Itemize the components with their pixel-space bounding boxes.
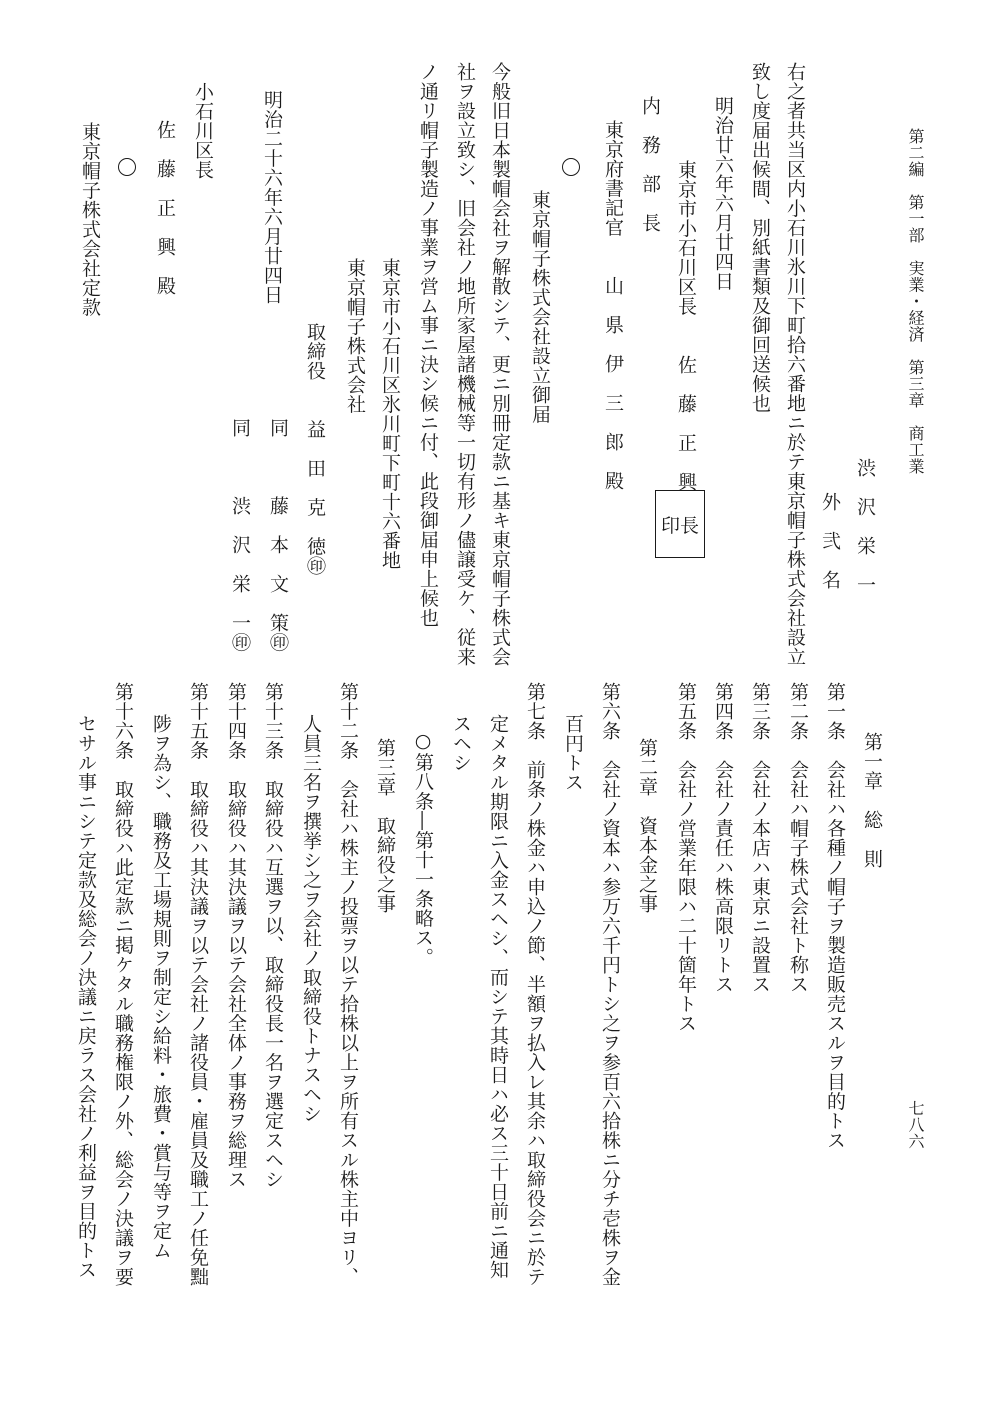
director-masuda: 取締役 益 田 克 徳㊞	[304, 322, 326, 576]
article-7-line-1: 第七条 前条ノ株金ハ申込ノ節、半額ヲ払入レ其余ハ取締役会ニ於テ	[524, 682, 546, 1287]
addressee: 東京府書記官 山 県 伊 三 郎 殿	[602, 120, 624, 491]
notice-title: 東京帽子株式会社設立御届	[529, 190, 551, 424]
article-12-line-2: 人員三名ヲ撰挙シ之ヲ会社ノ取締役トナスヘシ	[300, 714, 322, 1124]
signer-others: 外 弐 名	[819, 492, 841, 590]
article-6-line-2: 百円トス	[562, 714, 584, 792]
article-6-line-1: 第六条 会社ノ資本ハ参万六千円トシ之ヲ参百六拾株ニ分チ壱株ヲ金	[599, 682, 621, 1287]
omission-note: ○第八条―第十一条略ス。	[412, 730, 434, 967]
section-circle-icon	[562, 158, 580, 176]
article-15-line-2: 陟ヲ為シ、職務及工場規則ヲ制定シ給料・旅費・賞与等ヲ定ム	[150, 714, 172, 1260]
articles-title: 東京帽子株式会社定款	[79, 122, 101, 317]
article-4: 第四条 会社ノ責任ハ株高限リトス	[712, 682, 734, 994]
ward-chief: 東京市小石川区長 佐 藤 正 興	[675, 160, 697, 492]
addressee-dept: 内 務 部 長	[639, 96, 661, 233]
article-1: 第一条 会社ハ各種ノ帽子ヲ製造販売スルヲ目的トス	[824, 682, 846, 1150]
article-13: 第十三条 取締役ハ互選ヲ以、取締役長一名ヲ選定スヘシ	[262, 682, 284, 1189]
section-circle-icon	[118, 158, 136, 176]
chapter-2-heading: 第二章 資本金之事	[636, 738, 658, 914]
page-number: 七八六	[906, 1100, 925, 1150]
article-15-line-1: 第十五条 取締役ハ其決議ヲ以テ会社ノ諸役員・雇員及職工ノ任免黜	[187, 682, 209, 1287]
article-16-line-2: セサル事ニシテ定款及総会ノ決議ニ戻ラス会社ノ利益ヲ目的トス	[75, 714, 97, 1280]
submission-date: 明治廿六年六月廿四日	[712, 96, 734, 291]
notice-line-1: 今般旧日本製帽会社ヲ解散シテ、更ニ別冊定款ニ基キ東京帽子株式会	[489, 62, 511, 667]
article-14: 第十四条 取締役ハ其決議ヲ以テ会社全体ノ事務ヲ総理ス	[225, 682, 247, 1189]
recipient: 佐 藤 正 興 殿	[154, 120, 176, 296]
company-name: 東京帽子株式会社	[344, 258, 366, 414]
chapter-1-heading: 第一章 総 則	[861, 732, 883, 869]
director-fujimoto: 同 藤 本 文 策㊞	[267, 418, 289, 652]
director-shibusawa: 同 渋 沢 栄 一㊞	[229, 418, 251, 652]
recipient-ward: 小石川区長	[192, 82, 214, 180]
notice-date: 明治二十六年六月廿四日	[261, 90, 283, 305]
article-7-line-2: 定メタル期限ニ入金スヘシ、而シテ其時日ハ必ス三十日前ニ通知	[487, 714, 509, 1280]
signer-shibusawa: 渋 沢 栄 一	[854, 458, 876, 595]
body-line-1: 右之者共当区内小石川氷川下町拾六番地ニ於テ東京帽子株式会社設立	[784, 62, 806, 667]
ward-chief-seal: 印長	[655, 490, 705, 558]
article-7-line-3: スヘシ	[450, 714, 472, 773]
company-address: 東京市小石川区氷川町下町十六番地	[379, 258, 401, 570]
running-head: 第二編 第一部 実業・経済 第三章 商工業	[906, 128, 925, 475]
article-5: 第五条 会社ノ営業年限ハ二十箇年トス	[675, 682, 697, 1033]
article-2: 第二条 会社ハ帽子株式会社ト称ス	[787, 682, 809, 994]
article-3: 第三条 会社ノ本店ハ東京ニ設置ス	[749, 682, 771, 994]
article-16-line-1: 第十六条 取締役ハ此定款ニ掲ケタル職務権限ノ外、総会ノ決議ヲ要	[112, 682, 134, 1287]
article-12-line-1: 第十二条 会社ハ株主ノ投票ヲ以テ拾株以上ヲ所有スル株主中ヨリ、	[337, 682, 359, 1287]
body-line-2: 致し度届出候間、別紙書類及御回送候也	[749, 62, 771, 413]
notice-line-2: 社ヲ設立致シ、旧会社ノ地所家屋諸機械等一切有形ノ儘譲受ケ、従来	[454, 62, 476, 667]
chapter-3-heading: 第三章 取締役之事	[374, 738, 396, 914]
notice-line-3: ノ通リ帽子製造ノ事業ヲ営ム事ニ決シ候ニ付、此段御届申上候也	[417, 62, 439, 628]
